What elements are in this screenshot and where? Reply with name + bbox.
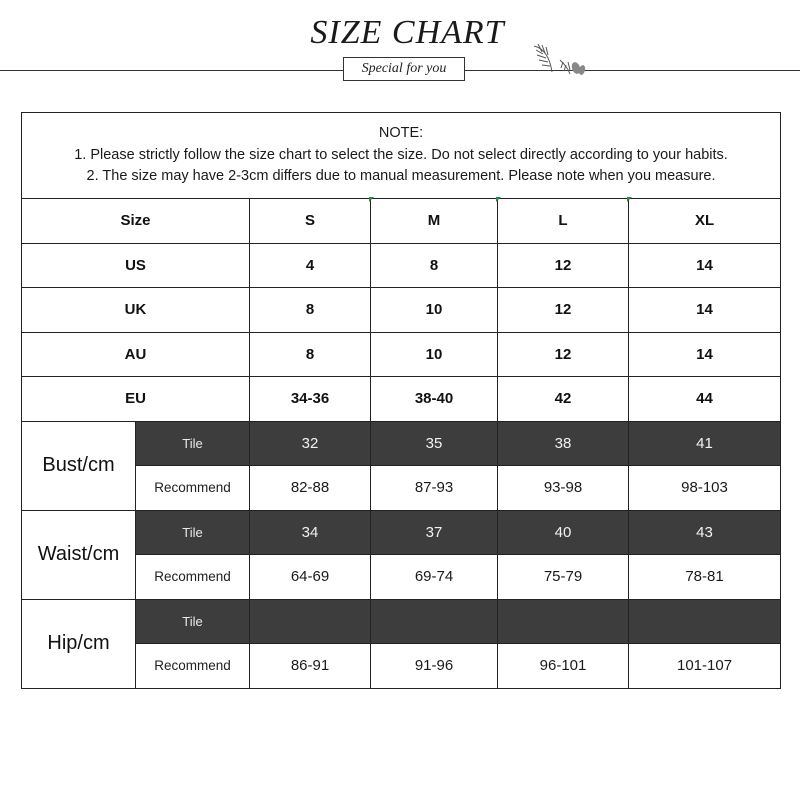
bust-recommend-row xyxy=(22,466,781,511)
table-cell: 38-40 xyxy=(371,377,498,422)
measurement-label-waist: Waist/cm xyxy=(22,510,136,599)
table-cell xyxy=(629,599,781,644)
table-cell: 35 xyxy=(371,421,498,466)
table-cell: 38 xyxy=(498,421,629,466)
size-header-l-label: L xyxy=(558,212,568,230)
size-header-s: S xyxy=(250,199,371,244)
hip-recommend-row xyxy=(22,644,781,689)
table-cell: 69-74 xyxy=(371,555,498,600)
table-cell: 34 xyxy=(250,510,371,555)
table-cell: 12 xyxy=(498,332,629,377)
hip-tile-row xyxy=(22,599,781,644)
region-label: AU xyxy=(22,332,250,377)
note-heading: NOTE: xyxy=(378,125,424,142)
table-cell: 8 xyxy=(371,243,498,288)
measurement-label-bust: Bust/cm xyxy=(22,421,136,510)
table-cell: 44 xyxy=(629,377,781,422)
leaf-ornament-icon xyxy=(530,40,590,76)
table-cell: 75-79 xyxy=(498,555,629,600)
note-block xyxy=(22,113,781,199)
table-cell: 10 xyxy=(371,332,498,377)
waist-tile-row xyxy=(22,510,781,555)
table-cell: 8 xyxy=(250,288,371,333)
note-line-1: 1. Please strictly follow the size chart to select the size. Do not select directly according to your habits. xyxy=(74,146,728,163)
table-cell: 86-91 xyxy=(250,644,371,689)
region-row-us xyxy=(22,243,781,288)
region-row-au xyxy=(22,332,781,377)
tile-label: Tile xyxy=(136,599,250,644)
recommend-label: Recommend xyxy=(136,555,250,600)
table-cell: 42 xyxy=(498,377,629,422)
table-cell: 14 xyxy=(629,332,781,377)
table-cell: 32 xyxy=(250,421,371,466)
table-cell: 87-93 xyxy=(371,466,498,511)
size-header-xl xyxy=(629,199,781,244)
table-cell: 101-107 xyxy=(629,644,781,689)
table-cell: 8 xyxy=(250,332,371,377)
size-header-xl-label: XL xyxy=(694,212,715,230)
page-header xyxy=(0,0,800,100)
table-cell: 12 xyxy=(498,243,629,288)
table-cell: 91-96 xyxy=(371,644,498,689)
table-cell: 4 xyxy=(250,243,371,288)
table-cell: 40 xyxy=(498,510,629,555)
table-cell: 34-36 xyxy=(250,377,371,422)
waist-recommend-row xyxy=(22,555,781,600)
table-cell xyxy=(371,599,498,644)
table-cell: 93-98 xyxy=(498,466,629,511)
table-cell xyxy=(498,599,629,644)
header-tick-icon xyxy=(627,197,632,202)
region-label: US xyxy=(22,243,250,288)
region-label: UK xyxy=(22,288,250,333)
table-cell: 98-103 xyxy=(629,466,781,511)
page-title: SIZE CHART xyxy=(310,14,505,51)
measurement-label-hip: Hip/cm xyxy=(22,599,136,688)
subtitle-badge: Special for you xyxy=(343,57,465,81)
table-cell: 43 xyxy=(629,510,781,555)
table-cell: 41 xyxy=(629,421,781,466)
region-row-uk xyxy=(22,288,781,333)
table-cell: 12 xyxy=(498,288,629,333)
size-header-m xyxy=(371,199,498,244)
tile-label: Tile xyxy=(136,421,250,466)
size-label: Size xyxy=(22,199,250,244)
note-line-2: 2. The size may have 2-3cm differs due to manual measurement. Please note when you measure. xyxy=(86,168,716,185)
region-row-eu xyxy=(22,377,781,422)
region-label: EU xyxy=(22,377,250,422)
header-tick-icon xyxy=(496,197,501,202)
table-cell: 96-101 xyxy=(498,644,629,689)
table-cell: 10 xyxy=(371,288,498,333)
table-cell: 78-81 xyxy=(629,555,781,600)
tile-label: Tile xyxy=(136,510,250,555)
size-header-row xyxy=(22,199,781,244)
size-header-m-label: M xyxy=(427,212,441,230)
recommend-label: Recommend xyxy=(136,644,250,689)
table-cell: 82-88 xyxy=(250,466,371,511)
table-cell: 37 xyxy=(371,510,498,555)
size-chart-table xyxy=(21,112,781,689)
recommend-label: Recommend xyxy=(136,466,250,511)
table-cell: 14 xyxy=(629,243,781,288)
table-cell: 14 xyxy=(629,288,781,333)
table-cell xyxy=(250,599,371,644)
header-tick-icon xyxy=(369,197,374,202)
size-header-l xyxy=(498,199,629,244)
table-cell: 64-69 xyxy=(250,555,371,600)
bust-tile-row xyxy=(22,421,781,466)
